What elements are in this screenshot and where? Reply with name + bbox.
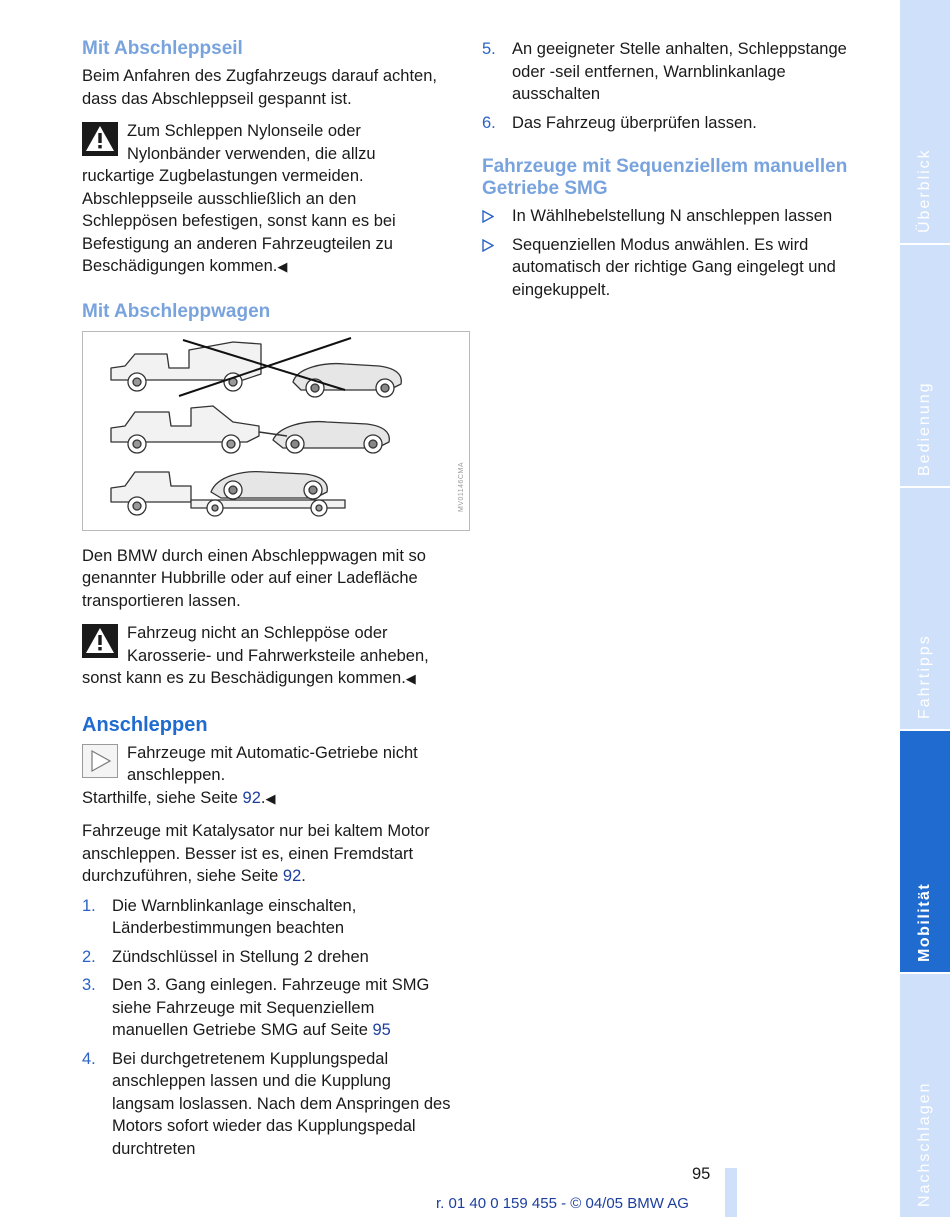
figure-code: MV01146CMA xyxy=(458,461,465,512)
katalysator-suffix: . xyxy=(301,867,306,885)
warning-abschleppwagen-text: Fahrzeug nicht an Schleppöse oder Karosserie- und Fahrwerksteile anheben, sonst kann es zu Beschädigungen kommen. xyxy=(82,624,429,687)
warning-icon xyxy=(82,122,118,156)
steps-list-right xyxy=(482,38,862,134)
tab-label: Überblick xyxy=(916,148,933,233)
step-number: 3. xyxy=(82,976,96,994)
step-text: Den 3. Gang einlegen. Fahrzeuge mit SMG siehe Fahrzeuge mit Sequenziellem manuellen Getriebe SMG auf Seite xyxy=(112,976,430,1039)
paragraph-abschleppwagen: Den BMW durch einen Abschleppwagen mit so genannter Hubbrille oder auf einer Ladefläche transportieren lassen. xyxy=(82,546,426,610)
step-text: Zündschlüssel in Stellung 2 drehen xyxy=(112,947,369,966)
tab-fahrtipps[interactable] xyxy=(900,488,950,731)
step-text: Die Warnblinkanlage einschalten, Länderbestimmungen beachten xyxy=(112,896,357,937)
paragraph-abschleppseil: Beim Anfahren des Zugfahrzeugs darauf achten, dass das Abschleppseil gespannt ist. xyxy=(82,67,437,108)
bullet-triangle-icon xyxy=(482,210,494,223)
warning-abschleppseil-text: Zum Schleppen Nylonseile oder Nylonbänder verwenden, die allzu ruckartige Zugbelastungen vermeiden. Abschleppseile ausschließlich an den Schleppösen befestigen, sonst kann es bei Befestigung an anderen Fahrzeugteilen zu Beschädigungen kommen. xyxy=(82,122,396,275)
end-mark-icon: ◀ xyxy=(265,790,276,806)
page-number: 95 xyxy=(692,1165,711,1183)
tab-nachschlagen[interactable] xyxy=(900,974,950,1217)
list-item xyxy=(82,895,452,940)
bullet-triangle-icon xyxy=(482,239,494,252)
tab-ueberblick[interactable] xyxy=(900,0,950,245)
list-item xyxy=(82,1048,452,1161)
step-text: Das Fahrzeug überprüfen lassen. xyxy=(512,113,757,132)
step-number: 5. xyxy=(482,40,496,58)
note-automatic xyxy=(82,742,452,811)
right-column xyxy=(482,38,862,307)
step-text: Bei durchgetretenem Kupplungspedal anschleppen lassen und die Kupplung langsam loslassen. Nach dem Anspringen des Motors sofort wieder das Kupplungspedal durchtreten xyxy=(112,1049,451,1158)
warning-abschleppwagen xyxy=(82,622,452,691)
steps-list-left xyxy=(82,895,452,1161)
tab-label: Fahrtipps xyxy=(916,634,933,719)
page-link-92[interactable]: 92 xyxy=(242,788,261,807)
step-number: 6. xyxy=(482,113,496,132)
paragraph-katalysator xyxy=(82,820,452,888)
chapter-tabs xyxy=(900,0,950,1217)
bullet-text: In Wählhebelstellung N anschleppen lassen xyxy=(512,207,833,225)
warning-abschleppseil xyxy=(82,120,452,279)
step-number: 2. xyxy=(82,947,96,966)
katalysator-text: Fahrzeuge mit Katalysator nur bei kaltem Motor anschleppen. Besser ist es, einen Fremdstart durchzuführen, siehe Seite xyxy=(82,822,430,885)
heading-abschleppseil: Mit Abschleppseil xyxy=(82,38,243,59)
list-item xyxy=(82,946,452,969)
bullet-text: Sequenziellen Modus anwählen. Es wird automatisch der richtige Gang eingelegt und eingekuppelt. xyxy=(512,235,836,299)
end-mark-icon: ◀ xyxy=(405,671,416,686)
page-number-bar xyxy=(725,1168,737,1217)
step-text: An geeigneter Stelle anhalten, Schleppstange oder -seil entfernen, Warnblinkanlage ausschalten xyxy=(512,40,847,103)
left-column xyxy=(82,38,465,1166)
heading-abschleppwagen: Mit Abschleppwagen xyxy=(82,300,271,322)
list-item xyxy=(482,112,862,135)
tab-mobilitaet[interactable] xyxy=(900,731,950,974)
page-link-95[interactable]: 95 xyxy=(372,1021,391,1039)
list-item xyxy=(482,234,862,302)
footer-text: r. 01 40 0 159 455 - © 04/05 BMW AG xyxy=(436,1195,689,1212)
list-item xyxy=(482,205,862,228)
list-item xyxy=(482,38,862,106)
step-number: 4. xyxy=(82,1049,96,1068)
towing-illustration-drawing xyxy=(83,332,469,530)
end-mark-icon: ◀ xyxy=(277,259,288,274)
note-arrow-icon xyxy=(82,744,118,778)
page-link-92[interactable]: 92 xyxy=(282,867,302,885)
tab-label: Nachschlagen xyxy=(916,1081,933,1207)
towing-illustration xyxy=(82,331,470,531)
tab-bedienung[interactable] xyxy=(900,245,950,488)
tab-label: Mobilität xyxy=(916,882,933,962)
note-automatic-text: Fahrzeuge mit Automatic-Getriebe nicht anschleppen. xyxy=(127,743,418,784)
note-ref-prefix: Starthilfe, siehe Seite xyxy=(82,788,243,807)
list-item xyxy=(82,974,452,1042)
heading-anschleppen: Anschleppen xyxy=(82,713,208,736)
smg-bullet-list xyxy=(482,205,862,301)
heading-smg: Fahrzeuge mit Sequenziellem manuellen Getriebe SMG xyxy=(482,156,848,199)
note-ref-suffix: . xyxy=(260,788,266,807)
tab-label: Bedienung xyxy=(916,381,933,476)
step-number: 1. xyxy=(82,896,96,915)
warning-icon xyxy=(82,624,118,658)
